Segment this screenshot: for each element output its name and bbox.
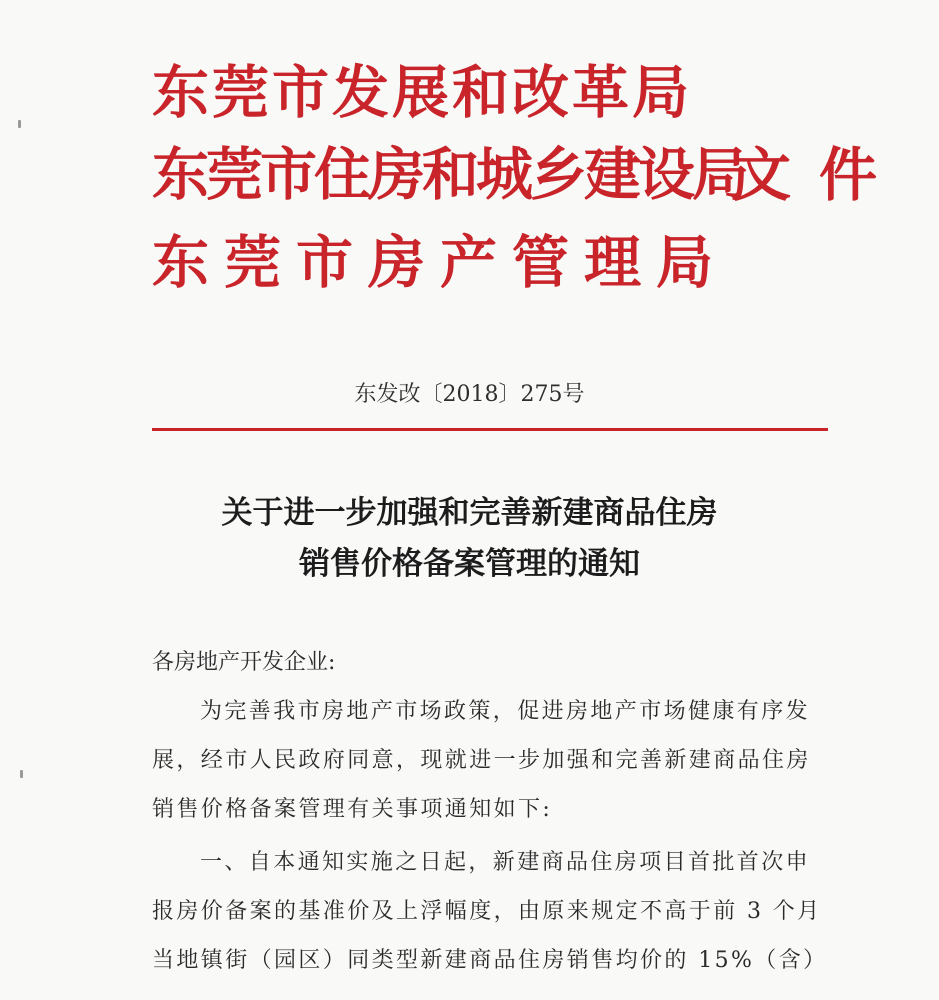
paragraph-1-line: 展，经市人民政府同意，现就进一步加强和完善新建商品住房 (152, 748, 811, 773)
paragraph-2-line: 一、自本通知实施之日起，新建商品住房项目首批首次申 (200, 850, 811, 875)
paragraph-1-line: 销售价格备案管理有关事项通知如下: (152, 797, 553, 822)
paragraph-2-line: 当地镇街（园区）同类型新建商品住房销售均价的 15%（含） (152, 948, 828, 973)
document-title-line-2: 销售价格备案管理的通知 (299, 546, 640, 582)
paragraph-2-line: 报房价备案的基准价及上浮幅度，由原来规定不高于前 3 个月 (152, 899, 822, 924)
document-number: 东发改〔2018〕275号 (354, 382, 585, 407)
issuer-development-reform-bureau: 东莞市发展和改革局 (152, 59, 692, 126)
issuer-real-estate-bureau: 东莞市房产管理局 (152, 229, 728, 296)
scan-edge-mark (18, 120, 21, 128)
paragraph-1-line: 为完善我市房地产市场政策，促进房地产市场健康有序发 (200, 699, 811, 724)
scan-edge-mark (20, 770, 23, 778)
salutation: 各房地产开发企业: (152, 650, 336, 675)
document-title-line-1: 关于进一步加强和完善新建商品住房 (221, 495, 718, 531)
issuer-housing-construction-bureau: 东莞市住房和城乡建设局 (152, 141, 746, 208)
red-divider-line (152, 428, 828, 431)
document-type-label: 文件 (733, 141, 906, 209)
